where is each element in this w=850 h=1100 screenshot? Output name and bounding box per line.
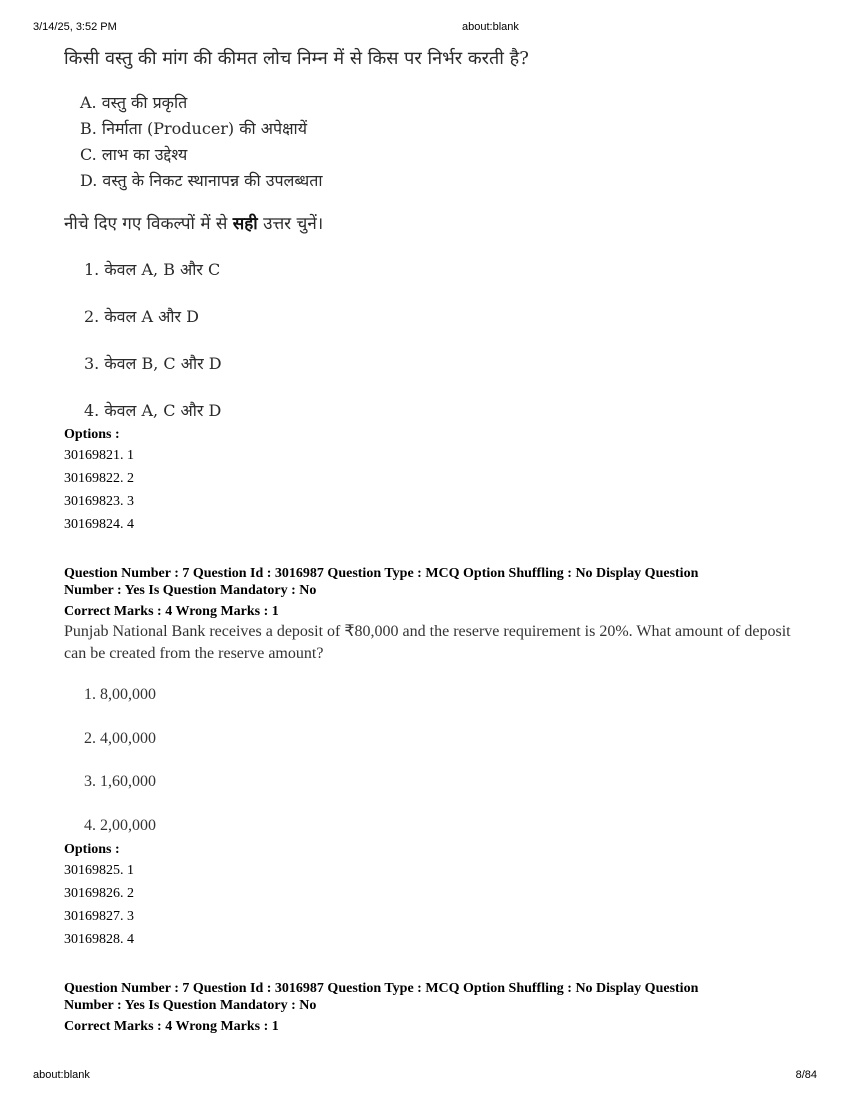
print-page-number: 8/84 [795, 1069, 817, 1081]
hindi-statement-a: A. वस्तु की प्रकृति [80, 93, 188, 112]
english-choice-4: 4. 2,00,000 [84, 817, 156, 834]
hindi-statement-b: B. निर्माता (Producer) की अपेक्षायें [80, 119, 307, 138]
option-id-1: 30169821. 1 [64, 448, 134, 463]
print-title: about:blank [462, 21, 519, 33]
hindi-choice-4: 4. केवल A, C और D [84, 401, 222, 420]
english-question-text: Punjab National Bank receives a deposit of ₹80,000 and the reserve requirement is 20%. What amount of deposit can be created from the reserve amount? [64, 623, 791, 662]
english-choice-2: 2. 4,00,000 [84, 730, 156, 747]
english-choice-1: 1. 8,00,000 [84, 686, 156, 703]
question-marks: Correct Marks : 4 Wrong Marks : 1 [64, 604, 279, 619]
english-choice-3: 3. 1,60,000 [84, 773, 156, 790]
print-datetime: 3/14/25, 3:52 PM [33, 21, 117, 33]
hindi-choice-2: 2. केवल A और D [84, 307, 199, 326]
options-label: Options : [64, 427, 120, 442]
print-footer-url: about:blank [33, 1069, 90, 1081]
instruction-text-bold: सही [232, 214, 258, 234]
hindi-choice-1: 1. केवल A, B और C [84, 260, 221, 279]
instruction-text-pre: नीचे दिए गए विकल्पों में से [64, 214, 233, 234]
option-id-3: 30169823. 3 [64, 494, 134, 509]
hindi-instruction [64, 211, 323, 234]
hindi-choice-3: 3. केवल B, C और D [84, 354, 222, 373]
options-label-q7: Options : [64, 842, 120, 857]
next-question-marks: Correct Marks : 4 Wrong Marks : 1 [64, 1019, 279, 1034]
instruction-text-post: उत्तर चुनें। [257, 214, 324, 234]
question-meta-line2: Number : Yes Is Question Mandatory : No [64, 583, 317, 598]
hindi-question-text: किसी वस्तु की मांग की कीमत लोच निम्न में से किस पर निर्भर करती है? [64, 48, 529, 69]
option-id-4: 30169824. 4 [64, 517, 134, 532]
hindi-statement-c: C. लाभ का उद्देश्य [80, 145, 188, 164]
question-meta-line1: Question Number : 7 Question Id : 3016987 Question Type : MCQ Option Shuffling : No Display Question [64, 566, 699, 581]
next-question-meta-line2: Number : Yes Is Question Mandatory : No [64, 998, 317, 1013]
option-id-5: 30169825. 1 [64, 863, 134, 878]
option-id-8: 30169828. 4 [64, 932, 134, 947]
hindi-statement-d: D. वस्तु के निकट स्थानापन्न की उपलब्धता [80, 171, 323, 190]
option-id-2: 30169822. 2 [64, 471, 134, 486]
next-question-meta-line1: Question Number : 7 Question Id : 3016987 Question Type : MCQ Option Shuffling : No Display Question [64, 981, 699, 996]
option-id-6: 30169826. 2 [64, 886, 134, 901]
option-id-7: 30169827. 3 [64, 909, 134, 924]
